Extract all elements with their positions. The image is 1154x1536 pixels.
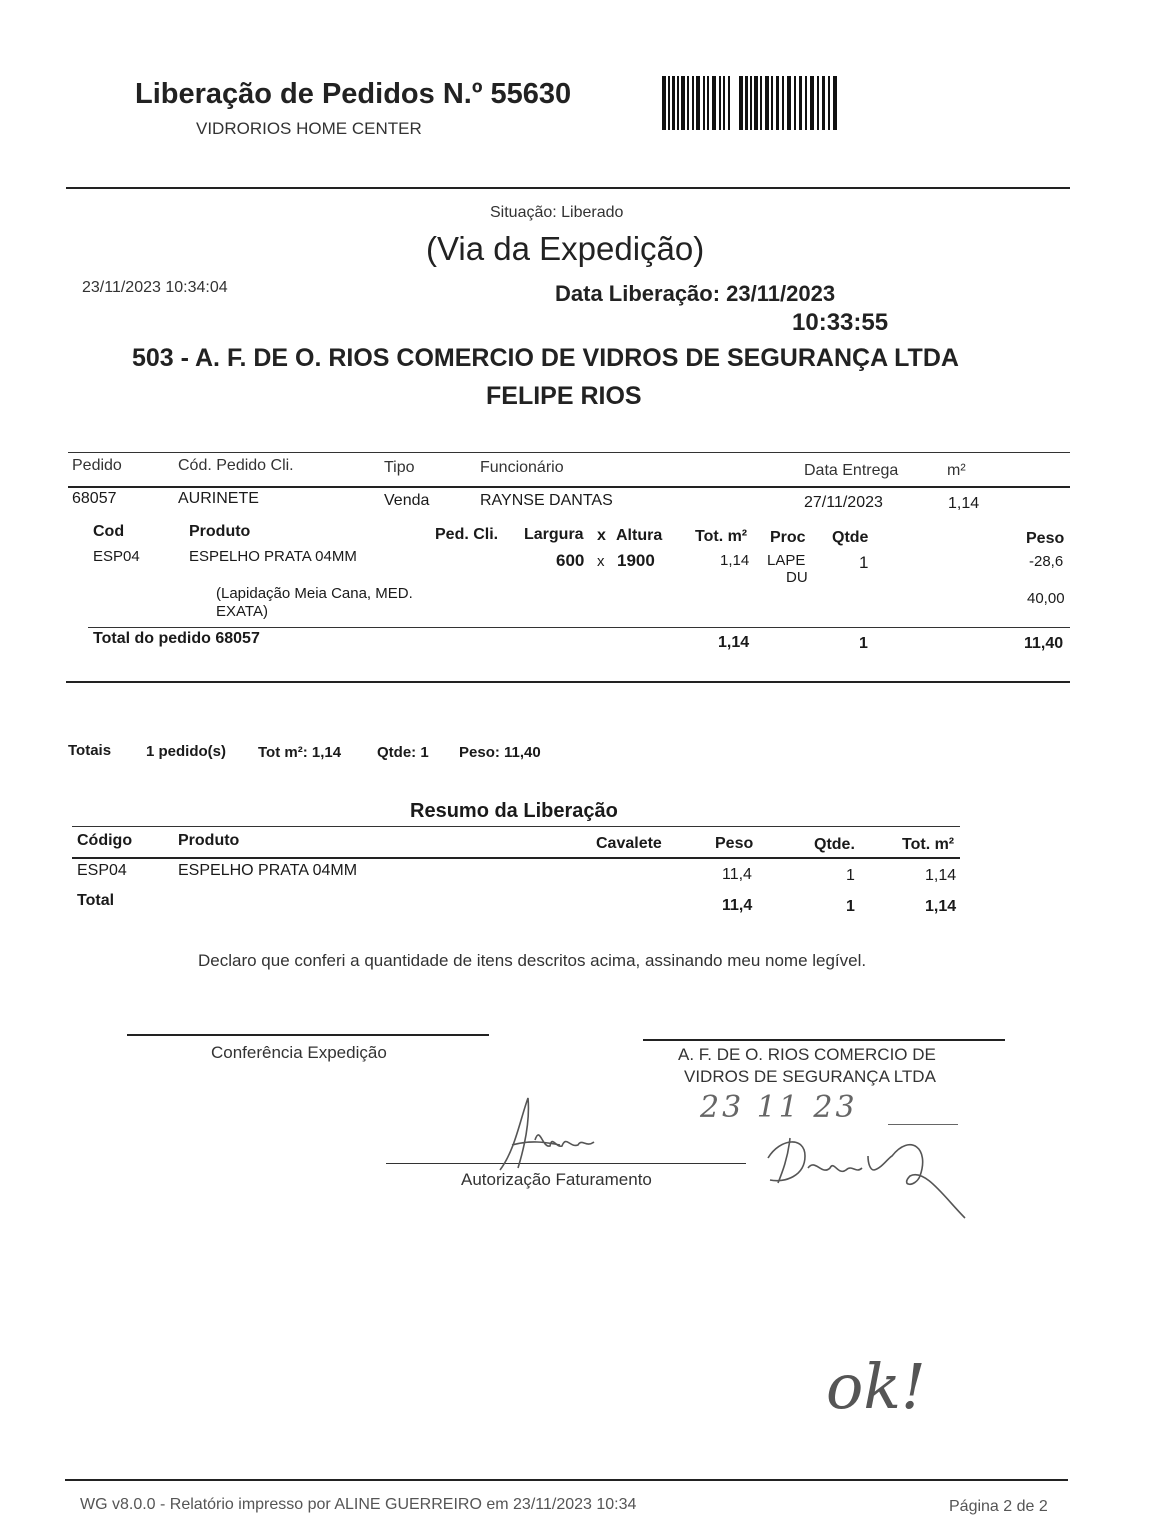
release-time: 10:33:55 [792, 309, 889, 336]
order-header-rule [68, 486, 1070, 488]
order-total-label: Total do pedido 68057 [93, 630, 260, 647]
summary-row-qtde: 1 [846, 867, 855, 884]
summary-row-peso: 11,4 [722, 866, 752, 883]
signature-line-right [643, 1039, 1005, 1041]
signature-scribble-icon [490, 1090, 610, 1180]
col-tot-m2: Tot. m² [695, 528, 748, 545]
item-proc-1: LAPE [767, 552, 806, 569]
summary-row-tot-m2: 1,14 [925, 867, 957, 884]
order-total-qtde: 1 [859, 635, 868, 652]
order-delivery-date: 27/11/2023 [804, 494, 883, 511]
totals-peso: Peso: 11,40 [459, 744, 541, 761]
item-tot-m2: 1,14 [720, 552, 750, 569]
item-largura: 600 [556, 551, 585, 570]
summary-title: Resumo da Liberação [410, 800, 618, 822]
barcode-icon [662, 76, 842, 130]
item-altura: 1900 [617, 551, 655, 570]
col-produto: Produto [189, 523, 251, 540]
customer-name: 503 - A. F. DE O. RIOS COMERCIO DE VIDROS DE SEGURANÇA LTDA [132, 344, 959, 372]
item-x: x [597, 553, 605, 570]
signature-daniel-icon [760, 1128, 970, 1223]
col-funcionario: Funcionário [480, 459, 564, 476]
release-date: Data Liberação: 23/11/2023 [555, 281, 836, 306]
status-text: Situação: Liberado [490, 204, 624, 221]
order-client-code: AURINETE [178, 490, 259, 507]
copy-label: (Via da Expedição) [426, 230, 705, 267]
items-bottom-rule [66, 681, 1070, 683]
totals-m2: Tot m²: 1,14 [258, 744, 342, 761]
company-name: VIDRORIOS HOME CENTER [196, 119, 422, 138]
summary-total-peso: 11,4 [722, 897, 753, 914]
order-type: Venda [384, 492, 430, 509]
summary-row-produto: ESPELHO PRATA 04MM [178, 862, 358, 879]
col-proc: Proc [770, 529, 806, 546]
totals-label: Totais [68, 742, 112, 759]
item-proc-2: DU [786, 569, 808, 586]
col-qtde: Qtde [832, 529, 869, 546]
signature-label-right-1: A. F. DE O. RIOS COMERCIO DE [678, 1045, 936, 1064]
col-peso: Peso [1026, 530, 1065, 547]
col-pedido: Pedido [72, 457, 122, 474]
summary-total-label: Total [77, 892, 115, 909]
order-m2: 1,14 [948, 495, 980, 512]
handwritten-date: 23 11 23 [700, 1090, 858, 1125]
customer-contact: FELIPE RIOS [486, 382, 642, 410]
signature-label-center: Autorização Faturamento [461, 1170, 652, 1189]
summary-col-peso: Peso [715, 835, 754, 852]
totals-pedidos: 1 pedido(s) [146, 743, 227, 760]
summary-header-rule [72, 857, 960, 859]
signature-label-left: Conferência Expedição [211, 1043, 387, 1062]
item-note-2: EXATA) [216, 603, 268, 620]
summary-col-cavalete: Cavalete [596, 835, 662, 852]
order-total-peso: 11,40 [1024, 635, 1064, 652]
item-cod: ESP04 [93, 548, 140, 565]
handwritten-date-line [888, 1124, 958, 1125]
col-largura: Largura [524, 526, 584, 543]
handwritten-ok: ok! [826, 1350, 926, 1423]
col-cod-pedido-cli: Cód. Pedido Cli. [178, 457, 294, 474]
item-qtde: 1 [859, 553, 869, 572]
summary-col-produto: Produto [178, 832, 240, 849]
item-produto: ESPELHO PRATA 04MM [189, 548, 357, 565]
col-m2: m² [947, 462, 966, 479]
item-note-1: (Lapidação Meia Cana, MED. [216, 585, 413, 602]
print-timestamp: 23/11/2023 10:34:04 [82, 279, 228, 296]
totals-qtde: Qtde: 1 [377, 744, 429, 761]
footer-page-number: Página 2 de 2 [949, 1498, 1048, 1515]
order-number: 68057 [72, 490, 117, 507]
order-employee: RAYNSE DANTAS [480, 492, 613, 509]
col-cod: Cod [93, 523, 125, 540]
col-data-entrega: Data Entrega [804, 462, 899, 479]
col-altura: Altura [616, 527, 663, 544]
item-note-peso: 40,00 [1027, 590, 1065, 607]
summary-col-codigo: Código [77, 832, 133, 849]
items-total-rule [88, 627, 1070, 628]
declaration-text: Declaro que conferi a quantidade de itens descritos acima, assinando meu nome legível. [198, 951, 867, 970]
summary-total-qtde: 1 [846, 898, 855, 915]
summary-col-qtde: Qtde. [814, 836, 855, 853]
summary-col-tot-m2: Tot. m² [902, 836, 955, 853]
footer-printed-by: WG v8.0.0 - Relatório impresso por ALINE GUERREIRO em 23/11/2023 10:34 [80, 1496, 637, 1513]
signature-line-left [127, 1034, 489, 1036]
summary-row-codigo: ESP04 [77, 862, 127, 879]
col-tipo: Tipo [384, 459, 415, 476]
summary-top-rule [72, 826, 960, 827]
header-divider [66, 187, 1070, 189]
col-x: x [597, 527, 606, 544]
item-peso: -28,6 [1029, 553, 1064, 570]
report-title: Liberação de Pedidos N.º 55630 [135, 78, 572, 110]
summary-total-m2: 1,14 [925, 898, 957, 915]
order-table-top-rule [68, 452, 1070, 453]
footer-divider [65, 1479, 1068, 1481]
col-ped-cli: Ped. Cli. [435, 526, 499, 543]
order-total-m2: 1,14 [718, 634, 750, 651]
signature-label-right-2: VIDROS DE SEGURANÇA LTDA [684, 1067, 936, 1086]
